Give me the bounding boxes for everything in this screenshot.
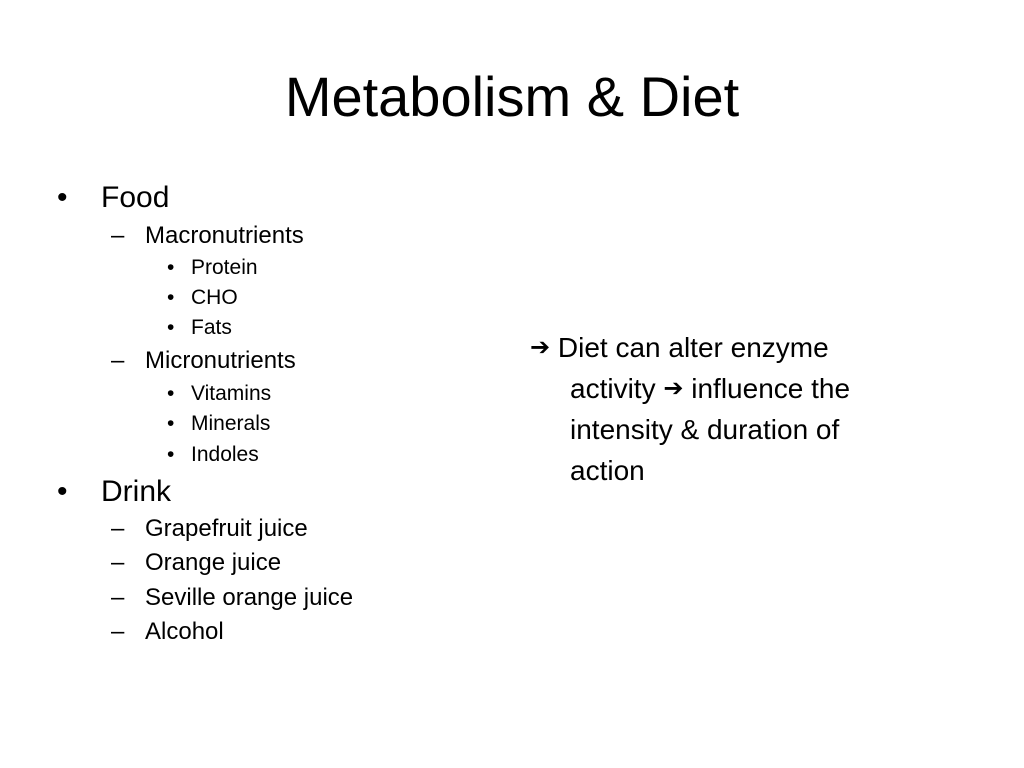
note-line-1 — [530, 327, 950, 368]
list-item-label: Vitamins — [191, 382, 272, 405]
note-line-4: action — [570, 455, 645, 486]
list-item-label: Food — [101, 181, 170, 214]
bullet-marker: • — [167, 316, 175, 339]
list-item-label: Grapefruit juice — [145, 515, 308, 542]
note-text: activity — [570, 373, 656, 404]
list-item-label: Protein — [191, 256, 258, 279]
list-item-alcohol — [111, 617, 224, 647]
dash-marker: – — [111, 515, 125, 542]
list-item-label: Fats — [191, 316, 232, 339]
note-text: influence the — [691, 373, 851, 404]
list-item-label: Seville orange juice — [145, 584, 354, 611]
page-title: Metabolism & Diet — [284, 65, 740, 128]
list-item-protein — [167, 255, 258, 281]
bullet-marker: • — [167, 286, 175, 309]
note-line-2 — [530, 368, 950, 409]
list-item-drink — [57, 474, 172, 510]
bullet-marker: • — [167, 412, 175, 435]
dash-marker: – — [111, 549, 125, 576]
list-item-minerals — [167, 411, 271, 437]
list-item-food — [57, 180, 170, 216]
right-arrow-icon: ➔ — [663, 374, 684, 402]
diet-note — [530, 327, 950, 491]
dash-marker: – — [111, 618, 125, 645]
list-item-label: Indoles — [191, 443, 259, 466]
bullet-marker: • — [167, 256, 175, 279]
list-item-orange-juice — [111, 548, 282, 578]
list-item-label: Minerals — [191, 412, 271, 435]
list-item-label: Alcohol — [145, 618, 224, 645]
list-item-label: Macronutrients — [145, 222, 304, 249]
list-item-seville-orange-juice — [111, 583, 354, 613]
list-item-cho — [167, 285, 238, 311]
list-item-indoles — [167, 442, 259, 468]
bullet-marker: • — [167, 382, 175, 405]
note-line-3: intensity & duration of — [570, 414, 840, 445]
note-text: Diet can alter enzyme — [557, 332, 829, 363]
list-item-label: Micronutrients — [145, 347, 296, 374]
list-item-grapefruit-juice — [111, 514, 308, 544]
right-arrow-icon: ➔ — [530, 333, 551, 361]
bullet-marker: • — [57, 181, 68, 214]
list-item-label: CHO — [191, 286, 238, 309]
list-item-label: Drink — [101, 475, 172, 508]
list-item-vitamins — [167, 381, 272, 407]
bullet-marker: • — [167, 443, 175, 466]
list-item-label: Orange juice — [145, 549, 282, 576]
dash-marker: – — [111, 222, 125, 249]
list-item-fats — [167, 315, 232, 341]
bullet-marker: • — [57, 475, 68, 508]
list-item-micronutrients — [111, 346, 296, 376]
dash-marker: – — [111, 347, 125, 374]
dash-marker: – — [111, 584, 125, 611]
list-item-macronutrients — [111, 221, 304, 251]
